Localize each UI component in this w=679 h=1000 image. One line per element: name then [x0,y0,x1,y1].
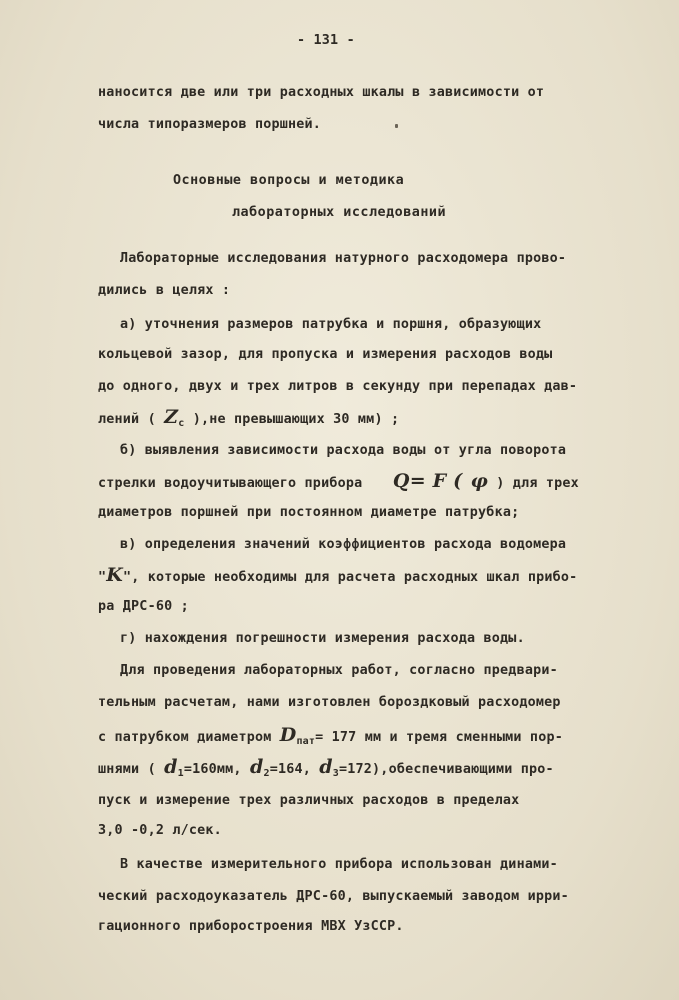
text-segment: =164, [269,762,311,777]
text-segment: ),не превышающих 30 мм) ; [192,412,400,427]
ink-speck [395,124,398,128]
symbol-d3: d [319,756,333,778]
list-item-b-line-1: б) выявления зависимости расхода воды от угла поворота [120,443,567,458]
text-line: тельным расчетам, нами изготовлен бороздковый расходомер [98,695,561,710]
text-segment: = 177 мм и тремя сменными пор- [315,730,563,745]
symbol-d: D [279,724,297,746]
text-segment: =172),обеспечивающими про- [339,762,554,777]
list-item-v-line-2 [98,566,577,587]
symbol-d2: d [249,756,264,778]
symbol-equals-f: = F ( [409,470,463,492]
symbol-z: Z [164,406,179,428]
text-segment: ) для трех [496,476,579,491]
text-segment: стрелки водоучитывающего прибора [98,476,363,491]
section-heading-line-1: Основные вопросы и методика [173,173,405,188]
list-item-a-line-1: а) уточнения размеров патрубка и поршня, образующих [120,317,542,332]
text-segment: ", которые необходимы для расчета расходных шкал прибо- [122,570,578,585]
text-line [98,758,554,783]
text-line [98,726,563,751]
text-line: наносится две или три расходных шкалы в зависимости от [98,85,545,100]
list-item-v-line-3: ра ДРС-60 ; [98,599,189,614]
list-item-a-line-3: до одного, двух и трех литров в секунду при перепадах дав- [98,379,578,394]
text-line: дились в целях : [98,283,231,298]
text-line: В качестве измерительного прибора использован динами- [120,857,558,872]
list-item-b-line-2 [98,472,579,493]
text-line: Лабораторные исследования натурного расходомера прово- [120,251,567,266]
symbol-k: K [106,564,123,586]
symbol-d1-subscript: 1 [177,768,184,779]
symbol-d2-subscript: 2 [263,768,270,779]
symbol-q: Q [392,470,410,492]
symbol-d1: d [164,756,178,778]
list-item-g: г) нахождения погрешности измерения расхода воды. [120,631,525,646]
text-line: числа типоразмеров поршней. [98,117,322,132]
text-segment: шнями ( [98,762,156,777]
text-line: Для проведения лабораторных работ, согласно предвари- [120,663,558,678]
symbol-z-subscript: c [178,418,185,429]
text-line: гационного приборостроения МВХ УзССР. [98,919,404,934]
list-item-a-line-4 [98,408,399,433]
symbol-d-subscript: пат [296,736,316,747]
text-line: ческий расходоуказатель ДРС-60, выпускаемый заводом ирри- [98,889,569,904]
text-line: пуск и измерение трех различных расходов в пределах [98,793,520,808]
symbol-phi: φ [470,470,488,492]
symbol-d3-subscript: 3 [332,768,339,779]
text-segment: с патрубком диаметром [98,730,272,745]
page-number: - 131 - [297,33,355,48]
text-segment: =160мм, [183,762,242,777]
list-item-b-line-3: диаметров поршней при постоянном диаметре патрубка; [98,505,520,520]
list-item-a-line-2: кольцевой зазор, для пропуска и измерения расходов воды [98,347,553,362]
list-item-v-line-1: в) определения значений коэффициентов расхода водомера [120,537,567,552]
text-segment: " [98,570,107,585]
section-heading-line-2: лабораторных исследований [232,205,447,220]
text-line: 3,0 -0,2 л/сек. [98,823,222,838]
text-segment: лений ( [98,412,156,427]
